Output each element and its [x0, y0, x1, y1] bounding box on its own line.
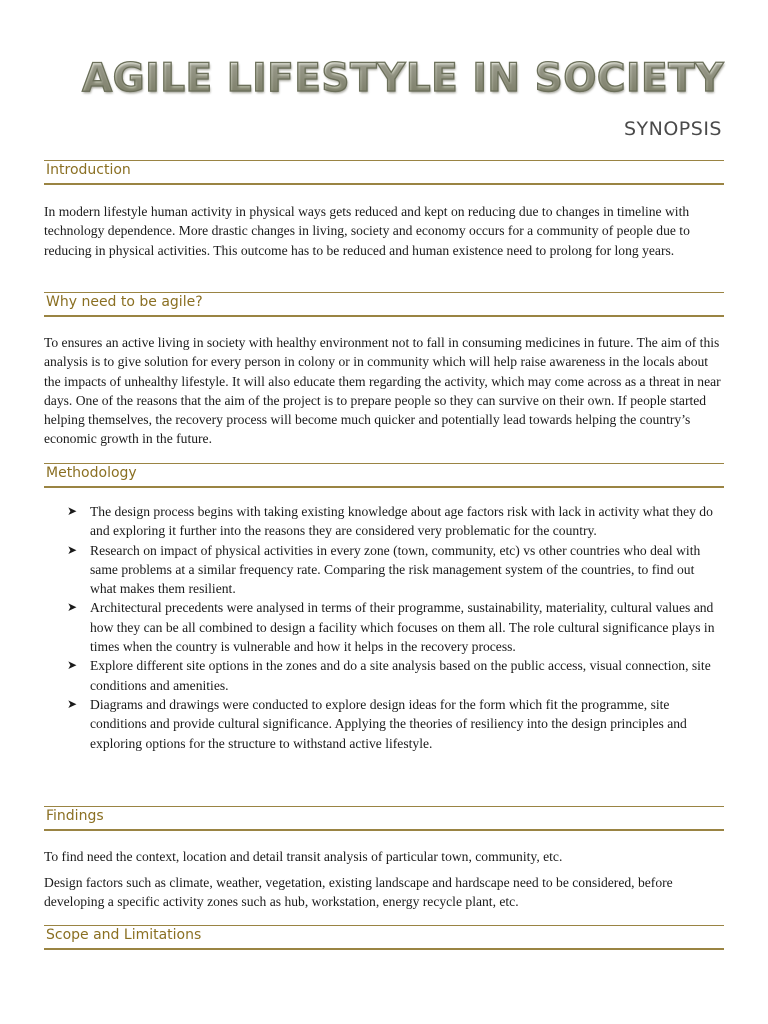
why-agile-paragraph: To ensures an active living in society with healthy environment not to fall in consuming medicines in future. The aim of this analysis is to give solution for every person in colony or in community which will help raise awareness in the locals about the impacts of unhealthy lifestyle. It will also educate them regarding the activity, which may come across as a threat in near days. One of the reasons that the aim of the project is to prepare people so they can survive on their own. If people started helping themselves, the recovery process will become much quicker and potentially lead towards helping the country’s economic growth in the future. [44, 335, 721, 447]
section-heading-label: Methodology [46, 465, 137, 481]
arrow-right-icon: ➤ [67, 658, 78, 673]
section-heading-why-agile [44, 292, 724, 317]
arrow-right-icon: ➤ [67, 696, 78, 711]
section-heading-label: Introduction [46, 162, 131, 178]
section-heading-introduction [44, 160, 724, 185]
arrow-right-icon: ➤ [67, 600, 78, 615]
document-page [44, 0, 724, 1024]
list-item [44, 502, 724, 541]
list-item-text: Explore different site options in the zones and do a site analysis based on the public access, visual connection, site conditions and amenities. [90, 658, 711, 693]
list-item-text: The design process begins with taking existing knowledge about age factors risk with lack in activity what they do and exploring it further into the reasons they are considered very problematic for the country. [90, 504, 713, 539]
document-subtitle: SYNOPSIS [623, 118, 722, 140]
list-item-text: Diagrams and drawings were conducted to explore design ideas for the form which fit the programme, site conditions and provide cultural significance. Applying the theories of resiliency into the design principles and exploring options for the structure to withstand active lifestyle. [90, 696, 687, 751]
findings-paragraph: To find need the context, location and detail transit analysis of particular town, community, etc. [44, 849, 563, 864]
section-heading-label: Why need to be agile? [46, 294, 203, 310]
list-item [44, 695, 724, 753]
section-heading-findings [44, 806, 724, 831]
list-item-text: Architectural precedents were analysed in terms of their programme, sustainability, materiality, cultural values and how they can be all combined to design a facility which focuses on them all. The role cultural significance plays in times when the country is vulnerable and how it helps in the recovery process. [90, 600, 715, 655]
document-title: AGILE LIFESTYLE IN SOCIETY [81, 56, 724, 101]
arrow-right-icon: ➤ [67, 504, 78, 518]
list-item [44, 656, 724, 695]
introduction-paragraph: In modern lifestyle human activity in physical ways gets reduced and kept on reducing due to changes in timeline with technology dependence. More drastic changes in living, society and economy occurs for a community of people due to reducing in physical activities. This outcome has to be reduced and human existence need to prolong for long years. [44, 204, 690, 258]
list-item-text: Research on impact of physical activities in every zone (town, community, etc) vs other countries who deal with same problems at a similar frequency rate. Comparing the risk management system of the countries, to find out what makes them resilient. [90, 542, 701, 597]
list-item [44, 598, 724, 656]
section-heading-label: Scope and Limitations [46, 927, 202, 943]
list-item [44, 541, 724, 599]
section-heading-label: Findings [46, 808, 104, 824]
section-heading-methodology [44, 463, 724, 488]
arrow-right-icon: ➤ [67, 542, 78, 557]
section-heading-scope [44, 925, 724, 950]
findings-paragraph: Design factors such as climate, weather, vegetation, existing landscape and hardscape need to be considered, before developing a specific activity zones such as hub, workstation, energy recycle plant, etc. [44, 875, 673, 910]
methodology-list [44, 502, 724, 753]
